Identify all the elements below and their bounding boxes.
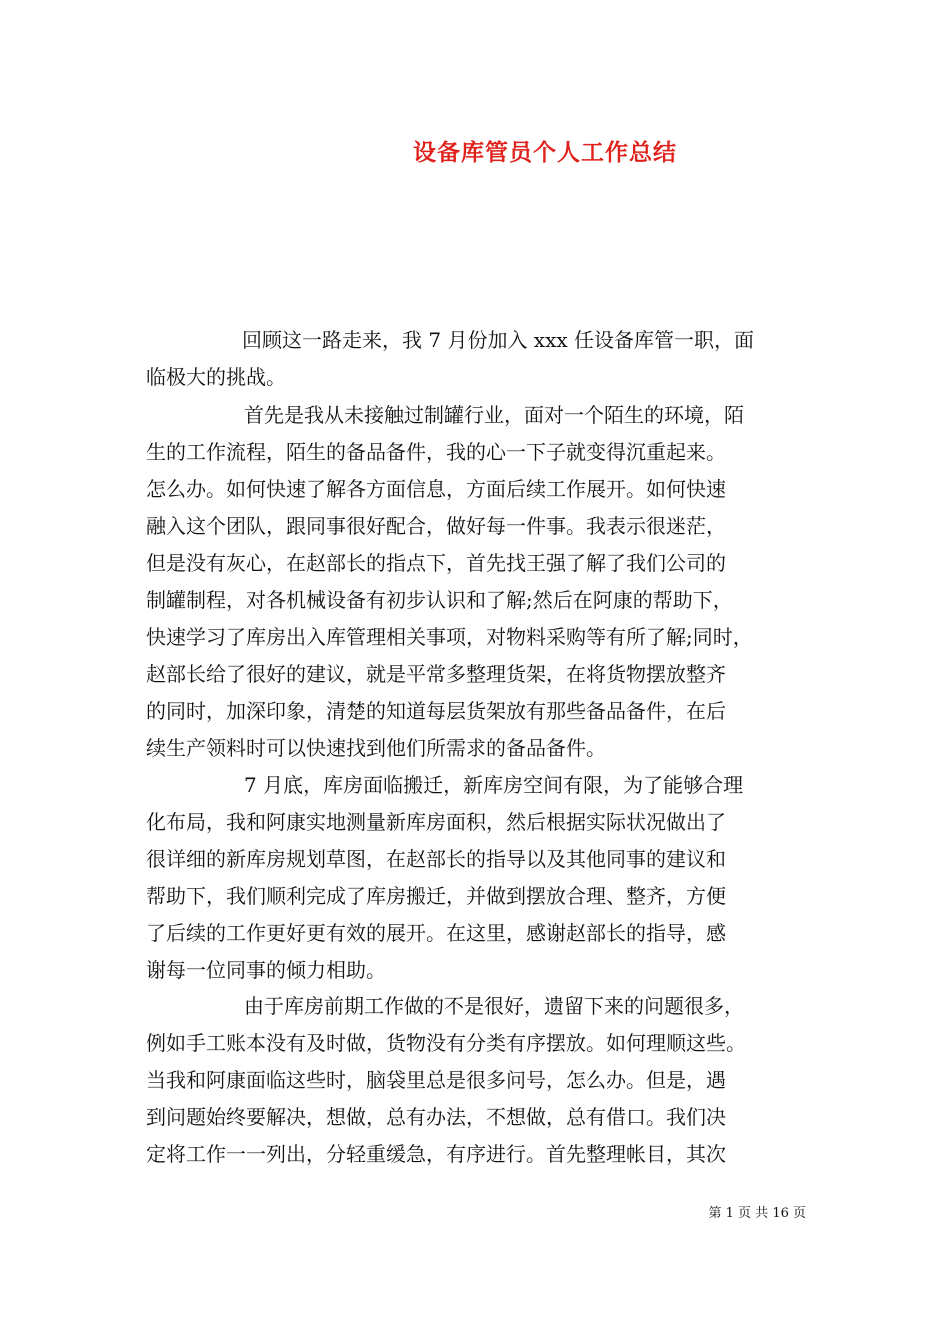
paragraph-3 <box>146 767 808 989</box>
paragraph-line: 化布局，我和阿康实地测量新库房面积，然后根据实际状况做出了 <box>146 810 726 834</box>
paragraph-line: 帮助下，我们顺利完成了库房搬迁，并做到摆放合理、整齐，方便 <box>146 884 726 908</box>
page-number-footer: 第 1 页 共 16 页 <box>708 1206 806 1221</box>
paragraph-line: 当我和阿康面临这些时，脑袋里总是很多问号，怎么办。但是，遇 <box>146 1068 726 1092</box>
paragraph-line: 定将工作一一列出，分轻重缓急，有序进行。首先整理帐目，其次 <box>146 1142 726 1166</box>
paragraph-line: 生的工作流程，陌生的备品备件，我的心一下子就变得沉重起来。 <box>146 440 726 464</box>
page-title: 设备库管员个人工作总结 <box>413 139 677 166</box>
paragraph-line: 快速学习了库房出入库管理相关事项，对物料采购等有所了解;同时， <box>146 625 753 649</box>
paragraph-line: 续生产领料时可以快速找到他们所需求的备品备件。 <box>146 736 606 760</box>
paragraph-line: 很详细的新库房规划草图，在赵部长的指导以及其他同事的建议和 <box>146 847 726 871</box>
paragraph-line: 临极大的挑战。 <box>146 365 286 389</box>
paragraph-line: 但是没有灰心，在赵部长的指点下，首先找王强了解了我们公司的 <box>146 551 726 575</box>
paragraph-line: 赵部长给了很好的建议，就是平常多整理货架，在将货物摆放整齐 <box>146 662 726 686</box>
paragraph-2 <box>146 397 808 767</box>
paragraph-line: 回顾这一路走来，我 7 月份加入 xxx 任设备库管一职，面 <box>242 328 754 352</box>
paragraph-line: 例如手工账本没有及时做，货物没有分类有序摆放。如何理顺这些。 <box>146 1031 746 1055</box>
paragraph-line: 首先是我从未接触过制罐行业，面对一个陌生的环境，陌 <box>244 403 744 427</box>
paragraph-line: 制罐制程，对各机械设备有初步认识和了解;然后在阿康的帮助下， <box>146 588 733 612</box>
paragraph-line: 了后续的工作更好更有效的展开。在这里，感谢赵部长的指导，感 <box>146 921 726 945</box>
paragraph-1 <box>146 322 808 396</box>
paragraph-line: 怎么办。如何快速了解各方面信息，方面后续工作展开。如何快速 <box>146 477 726 501</box>
paragraph-line: 融入这个团队，跟同事很好配合，做好每一件事。我表示很迷茫， <box>146 514 726 538</box>
paragraph-line: 7 月底，库房面临搬迁，新库房空间有限，为了能够合理 <box>244 773 744 797</box>
paragraph-line: 到问题始终要解决，想做，总有办法，不想做，总有借口。我们决 <box>146 1105 726 1129</box>
paragraph-line: 的同时，加深印象，清楚的知道每层货架放有那些备品备件，在后 <box>146 699 726 723</box>
paragraph-line: 谢每一位同事的倾力相助。 <box>146 958 386 982</box>
paragraph-4 <box>146 988 808 1173</box>
paragraph-line: 由于库房前期工作做的不是很好，遗留下来的问题很多， <box>244 994 744 1018</box>
